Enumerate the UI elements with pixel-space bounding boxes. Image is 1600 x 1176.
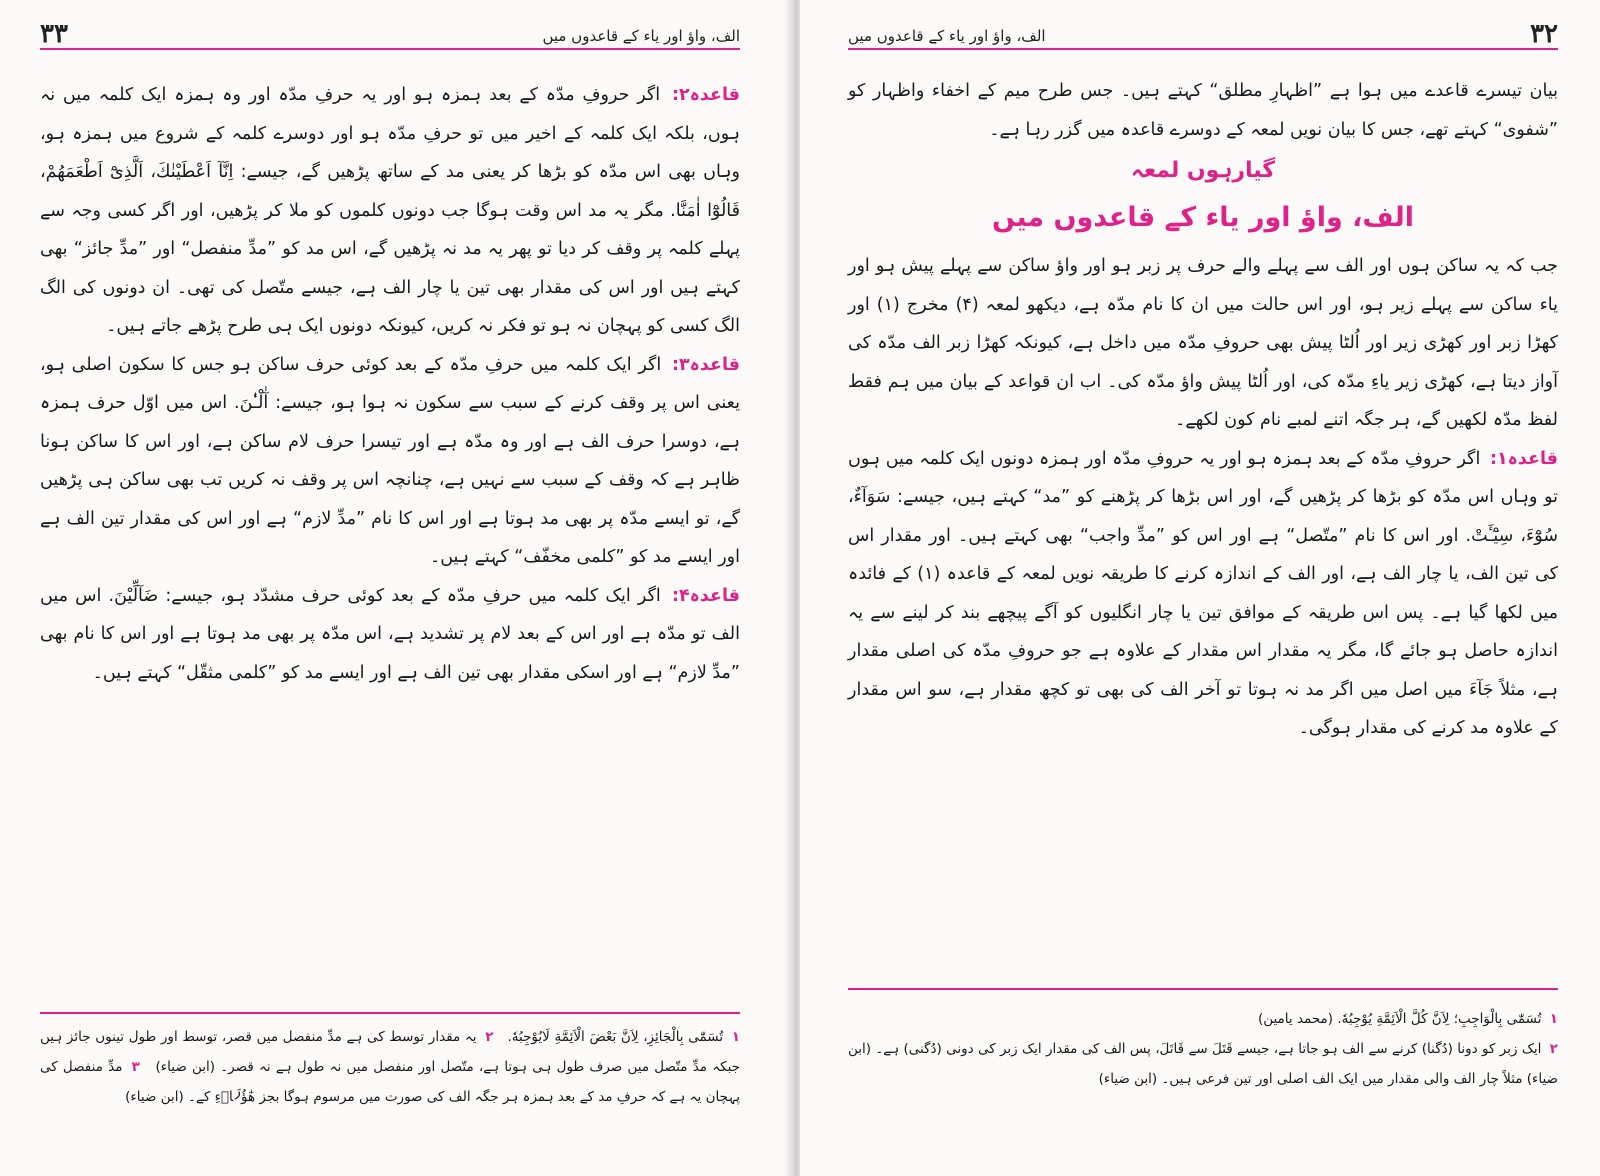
running-title: الف، واؤ اور یاء کے قاعدوں میں bbox=[848, 27, 1046, 45]
right-page-header bbox=[848, 18, 1558, 50]
footnote-mark: ۲ bbox=[485, 1029, 494, 1045]
left-page-footnotes bbox=[40, 1022, 740, 1112]
footnote-text: تُسَمّٰی بِالْجَائِزِ، لِاَنَّ بَعْضَ الْاَئِمَّةِ لَایُوْجِبُهٗ. bbox=[507, 1029, 724, 1045]
intro-paragraph: بیان تیسرے قاعدے میں ہوا ہے ”اظہارِ مطلق“ کہتے ہیں۔ جس طرح میم کے اخفاء واظہار کو ”شفوی“ کہتے تھے، جس کا بیان نویں لمعہ کے دوسرے قاعدہ میں گزر رہا ہے۔ bbox=[848, 81, 1558, 140]
footnote-text: تُسَمّٰی بِالْوَاجِبِ؛ لِاَنَّ كُلَّ الْاَئِمَّةِ یُوْجِبُهٗ. (محمد یامین) bbox=[1257, 1011, 1542, 1027]
rule-label: قاعدہ۲: bbox=[671, 85, 740, 105]
rule-4-paragraph bbox=[40, 577, 740, 693]
page-number: ۳۲ bbox=[1530, 19, 1558, 49]
rule-2-paragraph bbox=[40, 76, 740, 346]
right-page-body bbox=[848, 72, 1558, 748]
rule-3-paragraph bbox=[40, 346, 740, 577]
footnote-divider bbox=[848, 988, 1558, 990]
rule-text: اگر حروفِ مدّہ کے بعد ہمزہ ہو اور یہ حروفِ مدّہ اور ہمزہ دونوں ایک کلمہ میں ہوں تو وہاں اس مدّہ کو بڑھا کر پڑھیں گے، اور اس بڑھا کر پڑھنے کو ”مد“ کہتے ہیں، جیسے: سَوَآءٌ، سُوْٓءَ، سِیْٓـَٔتْ. اور اس کا نام ”متّصل“ ہے اور اس کو ”مدِّ واجب“ بھی کہتے ہیں۔ اور مقدار اس کی تین الف، یا چار الف ہے، اور الف کے اندازہ کرنے کا طریقہ نویں لمعہ کے قاعدہ (۱) کے فائدہ میں لکھا گیا ہے۔ پس اس طریقہ کے موافق تین یا چار انگلیوں کو آگے پیچھے بند کر لینے سے یہ اندازہ حاصل ہو جائے گا، مگر یہ مقدار اس مقدار کے علاوہ ہے جو حروفِ مدّہ کی اصلی مقدار ہے، مثلاً جَآءَ میں اصل میں اگر مد نہ ہوتا تو آخر الف کی بھی تو کچھ مقدار ہے، سو اس مقدار کے علاوہ مد کرنے کی مقدار ہوگی۔ bbox=[848, 448, 1559, 738]
rule-text: جب کہ یہ ساکن ہوں اور الف سے پہلے والے حرف پر زبر ہو اور واؤ ساکن سے پہلے پیش ہو اور یاء ساکن سے پہلے زیر ہو، اور اس حالت میں ان کا نام مدّہ ہے، دیکھو لمعہ (۴) مخرج (۱) اور کھڑا زبر اور کھڑی زیر اور اُلٹا پیش بھی حروفِ مدّہ میں داخل ہے، کیونکہ کھڑا زبر الف مدّہ کی آواز دیتا ہے، کھڑی زیر یاءِ مدّہ کی، اور اُلٹا پیش واؤ مدّہ کی۔ اب ان قواعد کے بیان میں ہم فقط لفظ مدّہ لکھیں گے، ہر جگہ اتنے لمبے نام کون لکھے۔ bbox=[848, 256, 1559, 430]
rule-label: قاعدہ۳: bbox=[671, 354, 740, 375]
left-page-header bbox=[40, 18, 740, 50]
footnote bbox=[848, 1034, 1558, 1094]
section-title-block bbox=[848, 149, 1558, 243]
right-page bbox=[800, 0, 1600, 1176]
rule-text: اگر ایک کلمہ میں حرفِ مدّہ کے بعد کوئی حرف مشدّد ہو، جیسے: ضَآلِّیْنَ. اس میں الف تو مدّہ ہے اور اس کے بعد لام پر تشدید ہے، اس مدّہ پر بھی مد ہوتا ہے اور اس کا نام بھی ”مدِّ لازم“ ہے اور اسکی مقدار بھی تین الف ہے اور ایسے مد کو ”کلمی مثقّل“ کہتے ہیں۔ bbox=[40, 585, 740, 683]
footnote-mark: ۳ bbox=[131, 1059, 140, 1075]
section-title: گیارہوں لمعہ bbox=[1130, 158, 1276, 183]
footnote-text: مدِّ منفصل کی پہچان یہ ہے کہ حرفِ مد کے بعد ہمزہ ہر جگہ الف کی صورت میں مرسوم ہوگا بجز هٰٓؤُلَاۤءِ کے۔ (ابن ضیاء) bbox=[40, 1059, 740, 1105]
footnote-divider bbox=[40, 1012, 740, 1014]
footnote-mark: ۱ bbox=[1549, 1011, 1558, 1027]
footnote bbox=[40, 1022, 740, 1112]
rule-text: اگر حروفِ مدّہ کے بعد ہمزہ ہو اور یہ حرفِ مدّہ اور وہ ہمزہ ایک کلمہ میں نہ ہوں، بلکہ ایک کلمہ کے اخیر میں تو حرفِ مدّہ ہو اور دوسرے کلمہ کے شروع میں ہمزہ ہو، وہاں بھی اس مدّہ کو بڑھا کر یعنی مد کے ساتھ پڑھیں گے، جیسے: اِنَّآ اَعْطَیْنٰكَ، اَلَّذِیْٓ اَطْعَمَهُمْ، قَالُوْٓا اٰمَنَّا. مگر یہ مد اس وقت ہوگا جب دونوں کلموں کو ملا کر پڑھیں، اور اگر کسی وجہ سے پہلے کلمہ پر وقف کر دیا تو پھر یہ مد نہ پڑھیں گے، اس مد کو ”مدِّ منفصل“ اور ”مدِّ جائز“ بھی کہتے ہیں اور اس کی مقدار بھی تین یا چار الف ہے، جیسے متّصل کی تھی۔ ان دونوں کی الگ الگ کسی کو پہچان نہ ہو تو فکر نہ کریں، کیونکہ دونوں ایک ہی طرح پڑھے جاتے ہیں۔ bbox=[40, 85, 740, 336]
running-title: الف، واؤ اور یاء کے قاعدوں میں bbox=[542, 27, 740, 45]
definition-paragraph bbox=[848, 247, 1558, 440]
rule-1-paragraph bbox=[848, 440, 1558, 748]
page-number: ۳۳ bbox=[40, 19, 68, 49]
left-page bbox=[0, 0, 792, 1176]
right-page-footnotes bbox=[848, 1004, 1558, 1094]
footnote-mark: ۱ bbox=[731, 1029, 741, 1045]
footnote bbox=[848, 1004, 1558, 1034]
footnote-text: یہ مقدار توسط کی ہے مدِّ منفصل میں قصر، توسط اور طول تینوں جائز ہیں جبکہ مدِّ متّصل میں صرف طول ہی ہوتا ہے، متّصل اور منفصل میں نہ طول ہے نہ قصر۔ (ابن ضیاء) bbox=[40, 1029, 740, 1075]
section-subtitle: الف، واؤ اور یاء کے قاعدوں میں bbox=[992, 202, 1414, 233]
footnote-mark: ۲ bbox=[1549, 1041, 1558, 1057]
rule-text: اگر ایک کلمہ میں حرفِ مدّہ کے بعد کوئی حرف ساکن ہو جس کا سکون اصلی ہو، یعنی اس پر وقف کرنے کے سبب سے سکون نہ ہوا ہو، جیسے: آٰلْـٰٔنَ. اس میں اوّل حرف ہمزہ ہے، دوسرا حرف الف ہے اور وہ مدّہ ہے اور تیسرا حرف لام ساکن ہے، اور اس کا ساکن ہونا ظاہر ہے کہ وقف کے سبب سے نہیں ہے، چنانچہ اس پر وقف نہ کریں تب بھی ساکن ہی پڑھیں گے، تو ایسے مدّہ پر بھی مد ہوتا ہے اور اس کا نام ”مدِّ لازم“ ہے اور اس کی مقدار تین الف ہے اور ایسے مد کو ”کلمی مخفّف“ کہتے ہیں۔ bbox=[40, 354, 740, 567]
rule-label: قاعدہ۴: bbox=[671, 585, 740, 606]
footnote-text: ایک زبر کو دونا (دُگنا) کرنے سے الف ہو جاتا ہے، جیسے قَتَلَ سے قَاتَلَ، پس الف کی مقدار ایک زبر کی دونی (دُگنی) ہے۔ (ابن ضیاء) مثلاً چار الف والی مقدار میں ایک الف اصلی اور تین فرعی ہیں۔ (ابن ضیاء) bbox=[848, 1041, 1558, 1087]
rule-label: قاعدہ۱: bbox=[1489, 448, 1558, 469]
left-page-body bbox=[40, 76, 740, 692]
